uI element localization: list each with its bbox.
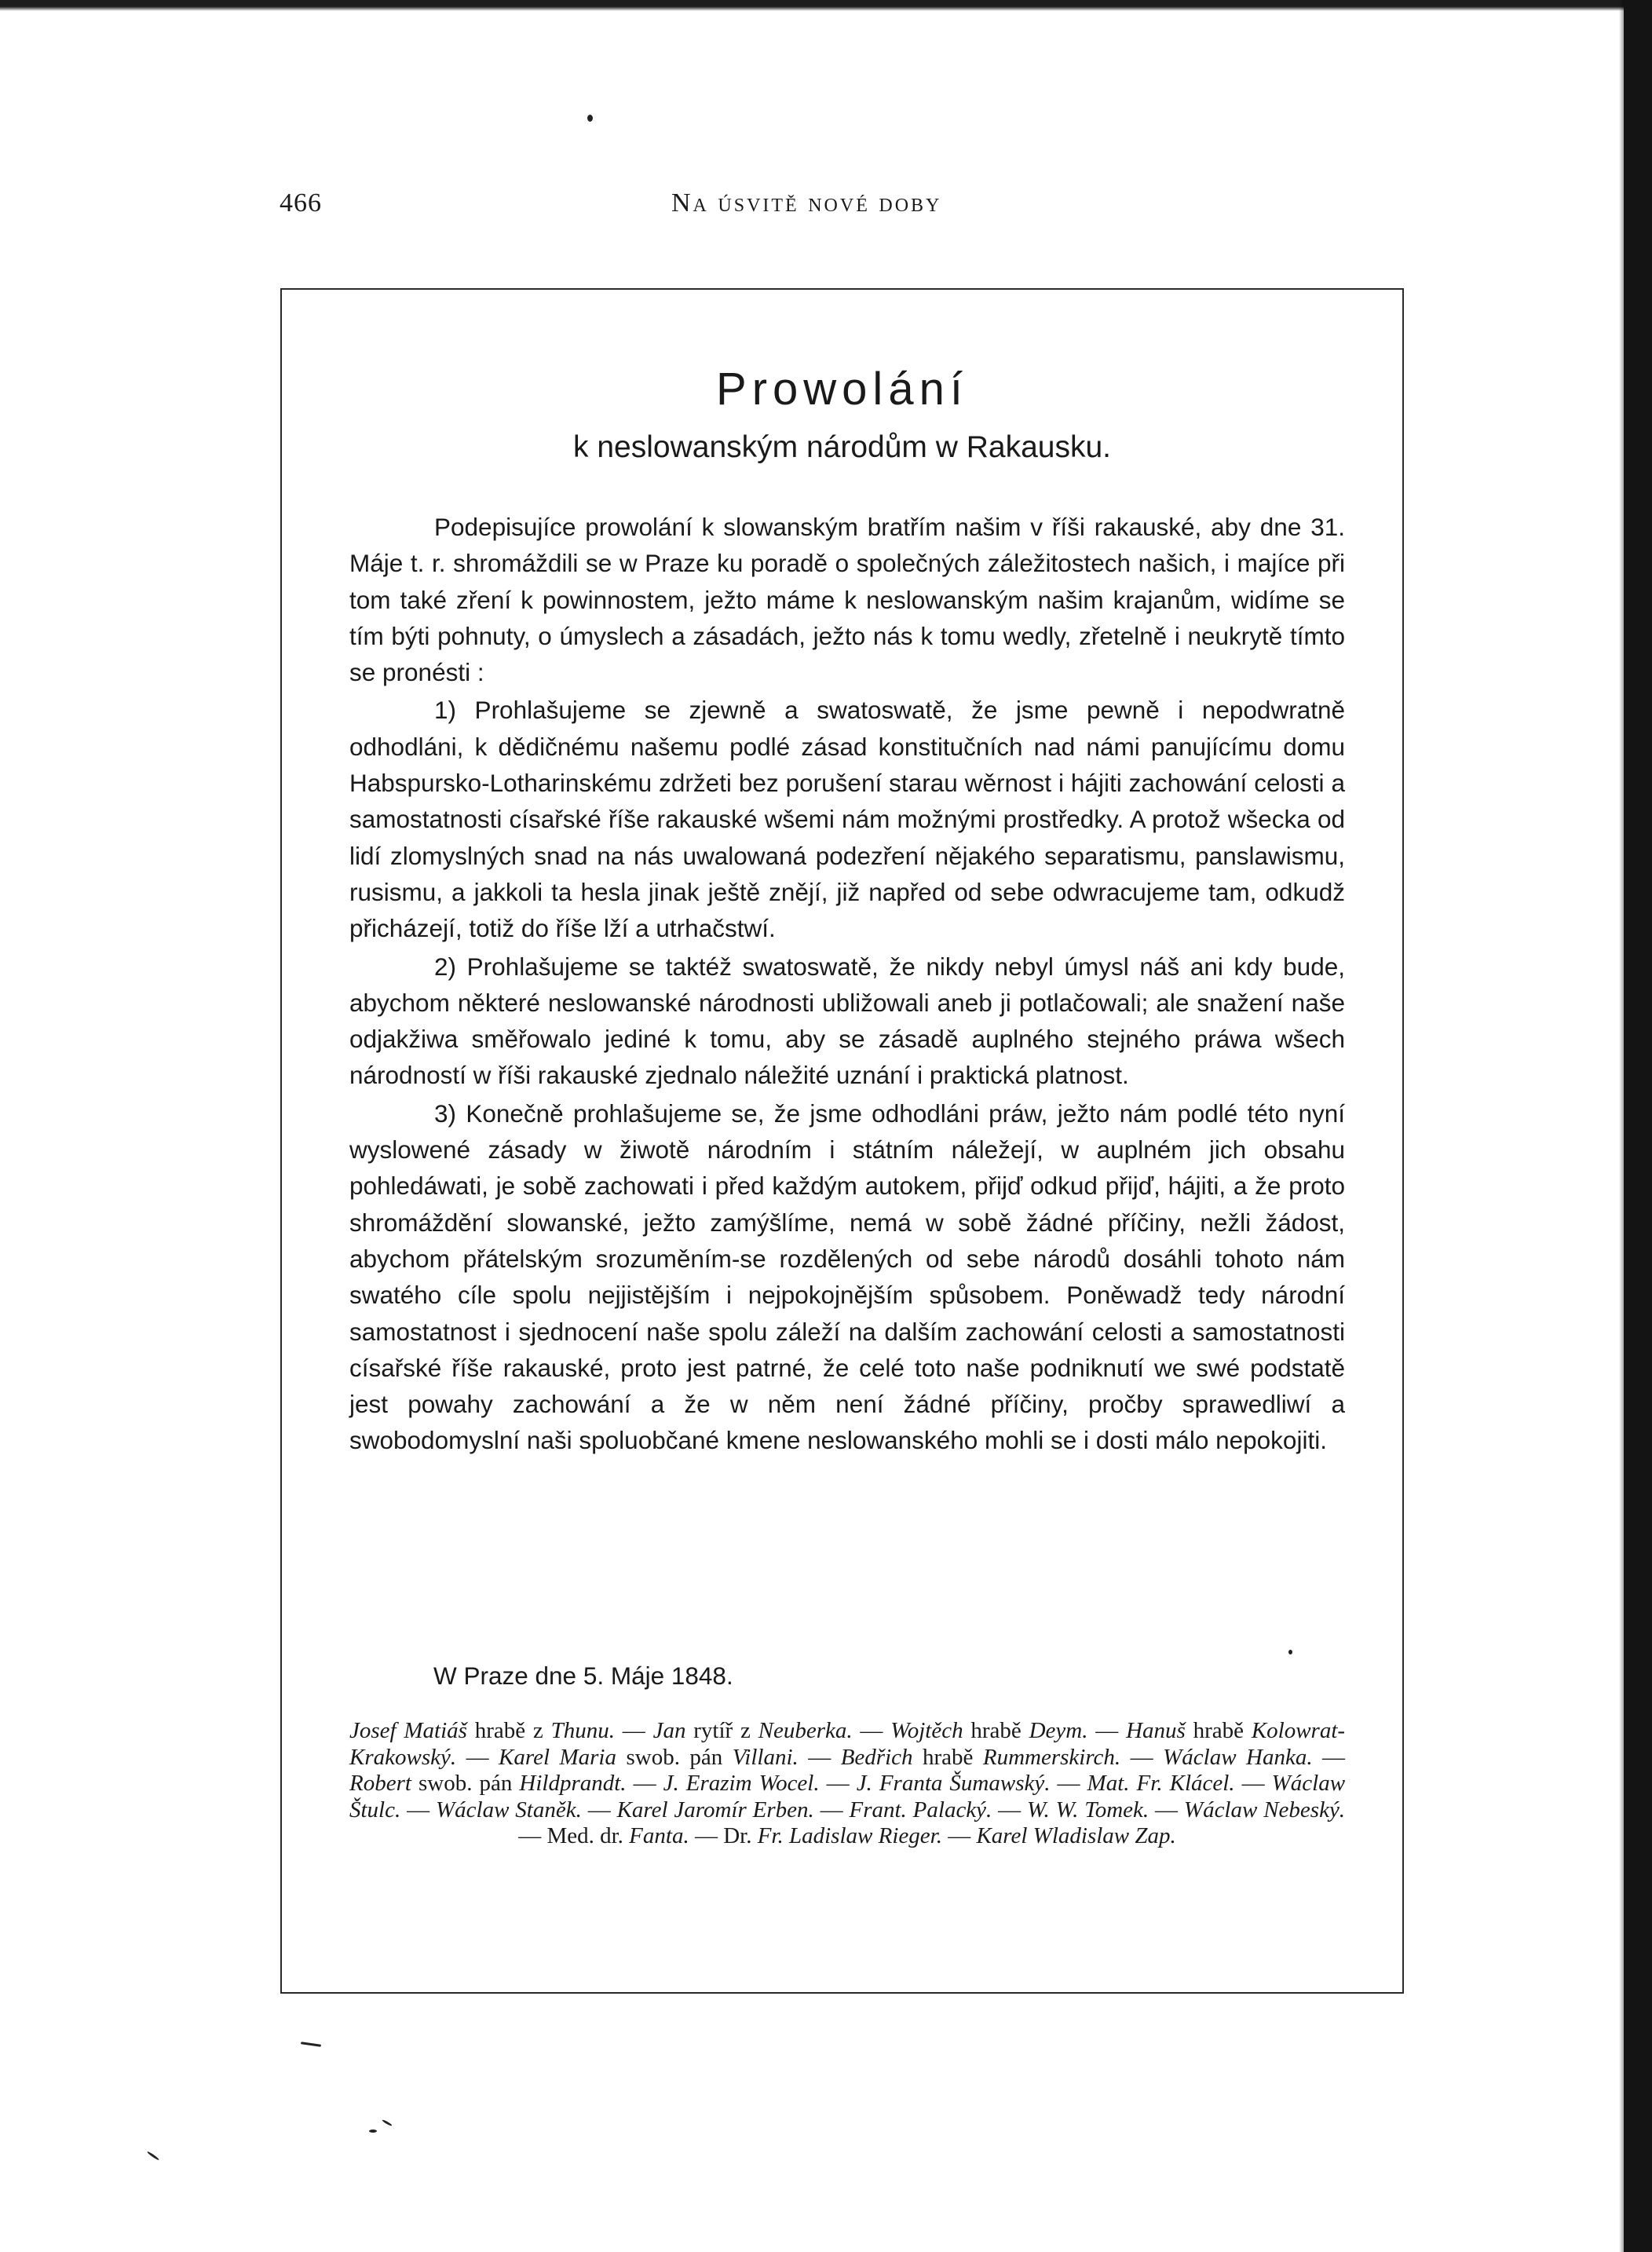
signatory: W. W. Tomek.: [1027, 1797, 1149, 1822]
signatory-surname: Villani.: [732, 1744, 799, 1770]
signatory-surname: Hildprandt.: [519, 1771, 627, 1796]
scan-speck: [369, 2130, 377, 2133]
signatory-surname: Fanta.: [629, 1823, 689, 1848]
signatory-name: Jan: [652, 1718, 686, 1743]
document-subtitle: k neslowanským národům w Rakausku.: [573, 430, 1111, 464]
signatory: Karel Wladislaw Zap.: [976, 1823, 1176, 1848]
signatory-title: swob. pán: [626, 1744, 723, 1770]
running-title: Na úsvitě nové doby: [671, 188, 942, 218]
signatory-name: Wojtěch: [890, 1718, 963, 1743]
paragraph-point-3: 3) Konečně prohlašujeme se, že jsme odhodláni práw, ježto nám podlé této nyní wyslowené zásady w žiwotě národním i státním náležejí, w auplném jich obsahu pohledáwati, je sobě zachowati i před každým autokem, přijď odkud přijď, hájiti, a že proto shromáždění slowanské, ježto zamýšlíme, nemá w sobě žádné příčiny, nežli žádost, abychom přátelským srozuměním-se rozdělených od sebe národů dosáhli tohoto nám swatého cíle spolu nejjistějším i nejpokojnějším spůsobem. Poněwadž tedy národní samostatnost i sjednocení naše spolu záleží na dalším zachowání celosti a samostatnosti císařské říše rakauské, proto jest patrné, že celé toto naše podniknutí we swé podstatě jest powahy zachowání a že w něm není žádné příčiny, pročby sprawedliwí a swobodomyslní naši spoluobčané kmene neslowanského mohli se i dosti málo nepokojiti.: [349, 1099, 1345, 1455]
signatory-title: swob. pán: [418, 1771, 513, 1796]
signatory-title: Dr.: [723, 1823, 752, 1848]
signatory-title: rytíř z: [693, 1718, 751, 1743]
signatory-name: Hanuš: [1126, 1718, 1186, 1743]
signatory-name: Fr. Ladislaw Rieger.: [757, 1823, 942, 1848]
signatories-list: Josef Matiáš hrabě z Thunu. — Jan rytíř z Neuberka. — Wojtěch hrabě Deym. — Hanuš hrabě Kolowrat-Krakowský. — Karel Maria swob. pán Villani. — Bedřich hrabě Rummerskirch. — Wáclaw Hanka. — Robert swob. pán Hildprandt. — J. Erazim Wocel. — J. Franta Šumawský. — Mat. Fr. Klácel. — Wáclaw Štulc. — Wáclaw Staněk. — Karel Jaromír Erben. — Frant. Palacký. — W. W. Tomek. — Wáclaw Nebeský. — Med. dr. Fanta. — Dr. Fr. Ladislaw Rieger. — Karel Wladislaw Zap.: [349, 1718, 1346, 1848]
signatory: Wáclaw Hanka.: [1163, 1744, 1313, 1770]
signatory: Wáclaw Nebeský.: [1183, 1797, 1346, 1822]
signatory-title: Med. dr.: [546, 1823, 623, 1848]
scan-speck: [587, 115, 593, 122]
scan-edge-top: [0, 0, 1652, 11]
signatory-title: hrabě: [970, 1718, 1022, 1743]
signatory: Karel Jaromír Erben.: [616, 1797, 814, 1822]
signatory-title: hrabě: [1193, 1718, 1244, 1743]
signatory-surname: Rummerskirch.: [982, 1744, 1121, 1770]
signatory-surname: Kolowrat-Krakowský.: [349, 1718, 1346, 1770]
scan-speck: [382, 2119, 393, 2127]
signatory-name: Karel Maria: [499, 1744, 616, 1770]
dateline: W Praze dne 5. Máje 1848.: [433, 1662, 733, 1690]
signatory: Mat. Fr. Klácel.: [1087, 1771, 1235, 1796]
signatory-surname: Thunu.: [550, 1718, 615, 1743]
signatory-name: Josef Matiáš: [349, 1718, 467, 1743]
scan-edge-right: [1624, 0, 1652, 2252]
paragraph-point-2: 2) Prohlašujeme se taktéž swatoswatě, že nikdy nebyl úmysl náš ani kdy bude, abychom některé neslowanské národnosti ubližowali aneb ji potlačowali; ale snažení naše odjakžiwa směřowalo jediné k tomu, aby se zásadě auplného stejného práwa wšech národností w říši rakauské zjednalo náležité uznání i praktická platnost.: [349, 952, 1345, 1090]
signatory-name: Bedřich: [840, 1744, 913, 1770]
signatory-title: hrabě z: [474, 1718, 543, 1743]
signatory: Wáclaw Staněk.: [435, 1797, 582, 1822]
signatory: J. Erazim Wocel.: [663, 1771, 820, 1796]
document-title: Prowolání: [716, 364, 968, 415]
proclamation-body: [349, 509, 1345, 1459]
signatory-surname: Deym.: [1029, 1718, 1088, 1743]
signatory-title: hrabě: [923, 1744, 974, 1770]
paragraph-intro: Podepisujíce prowolání k slowanským bratřím našim v říši rakauské, aby dne 31. Máje t. r. shromáždili se w Praze ku poradě o společných záležitostech našich, i majíce při tom také zření k powinnostem, ježto máme k neslowanským našim krajanům, widíme se tím býti pohnuty, o úmyslech a zásadách, ježto nás k tomu wedly, zřetelně i neukrytě tímto se pronésti :: [349, 513, 1345, 687]
signatory-name: Robert: [349, 1771, 411, 1796]
signatory-surname: Neuberka.: [758, 1718, 853, 1743]
paragraph-point-1: 1) Prohlašujeme se zjewně a swatoswatě, že jsme pewně i nepodwratně odhodláni, k dědičnému našemu podlé zásad konstitučních nad námi panujícímu domu Habspursko-Lotharinskému zdržeti bez porušení starau wěrnost i hájiti zachowání celosti a samostatnosti císařské říše rakauské wšemi nám možnými prostředky. A protož wšecka od lidí zlomyslných snad na nás uwalowaná podezření nějakého separatismu, panslawismu, rusismu, a jakkoli ta hesla jinak ještě znějí, již napřed od sebe odwracujeme tam, odkudž přicházejí, totiž do říše lží a utrhačstwí.: [349, 696, 1345, 943]
signatory: Frant. Palacký.: [849, 1797, 992, 1822]
scan-speck: [301, 2042, 321, 2047]
page-number: 466: [280, 188, 322, 218]
signatory: Wáclaw Štulc.: [349, 1771, 1346, 1822]
scan-speck: [147, 2151, 159, 2161]
signatory: J. Franta Šumawský.: [856, 1771, 1051, 1796]
